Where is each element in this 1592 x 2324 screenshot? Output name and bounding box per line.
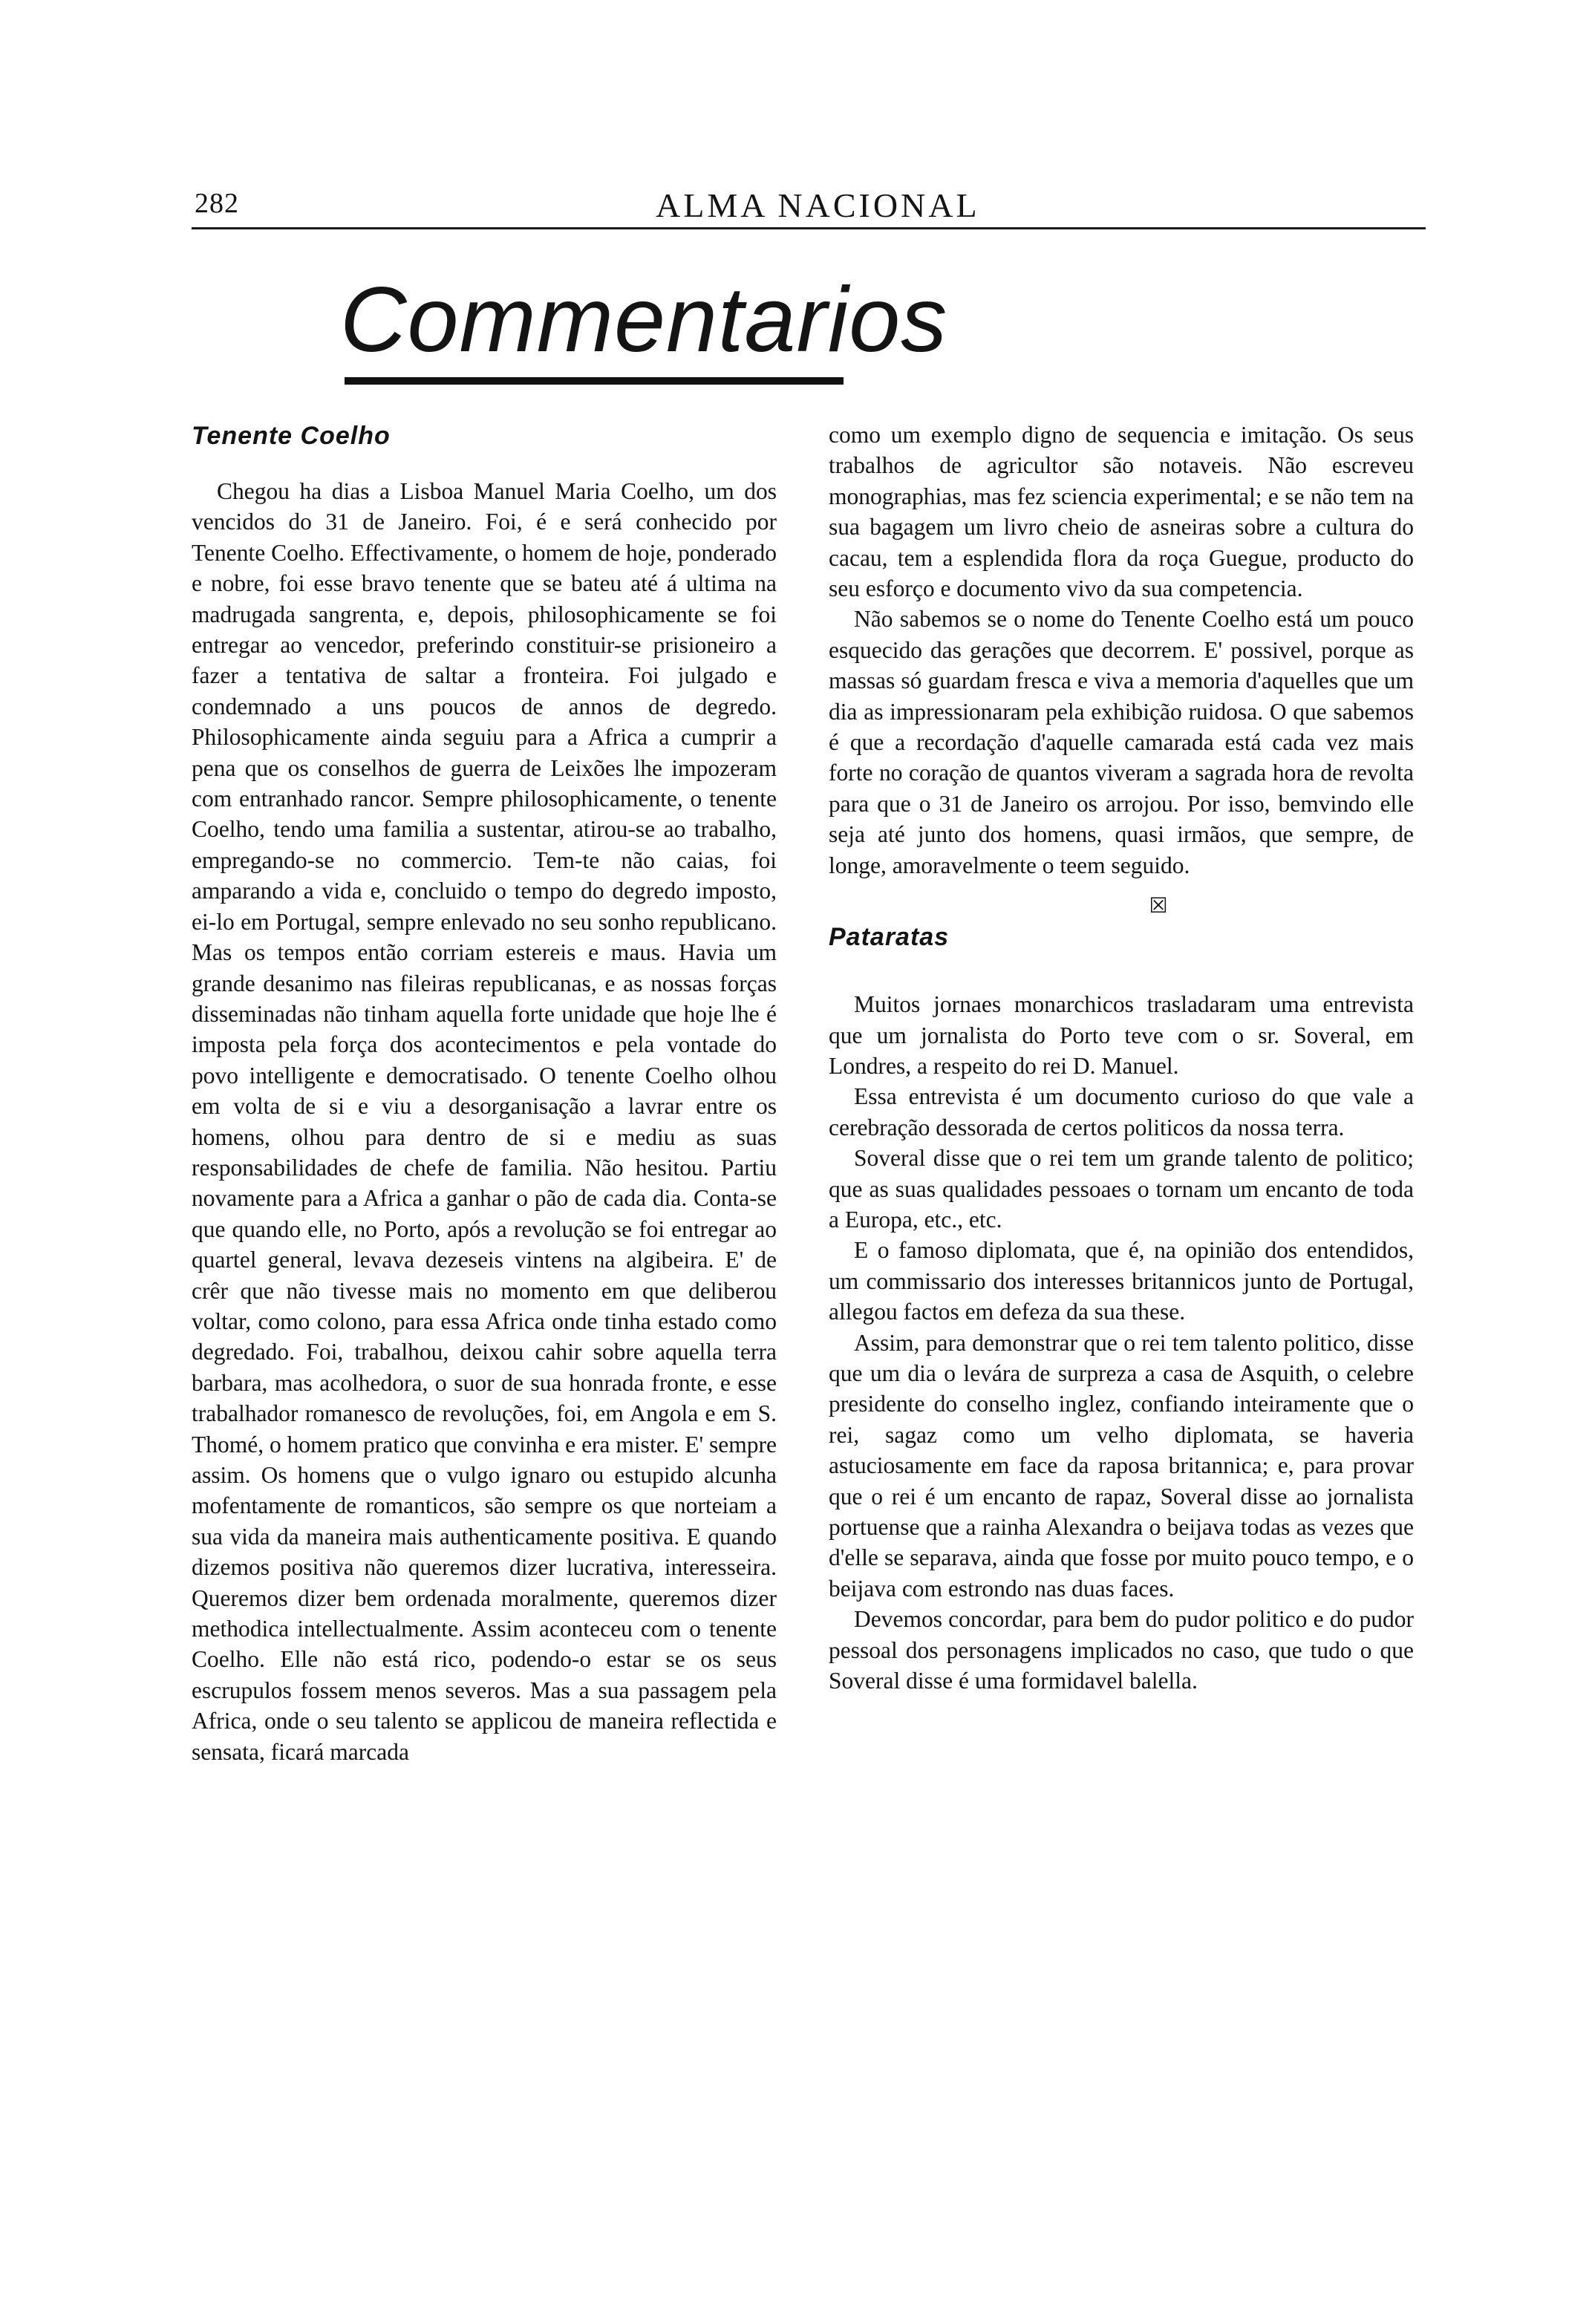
section-divider-ornament-icon: ☒ bbox=[1149, 893, 1168, 918]
article-paragraph: Devemos concordar, para bem do pudor politico e do pudor pessoal dos personagens implicados no caso, que tudo o que Soveral disse é uma formidavel balella. bbox=[829, 1606, 1414, 1694]
article-paragraph: Soveral disse que o rei tem um grande talento de politico; que as suas qualidades pessoaes o tornam um encanto de toda a Europa, etc., etc. bbox=[829, 1145, 1414, 1233]
header-rule bbox=[192, 227, 1426, 229]
right-column bbox=[829, 420, 1414, 1696]
article-paragraph: Muitos jornaes monarchicos trasladaram uma entrevista que um jornalista do Porto teve com o sr. Soveral, em Londres, a respeito do rei D. Manuel. bbox=[829, 991, 1414, 1079]
page-number: 282 bbox=[195, 188, 239, 219]
section-banner bbox=[327, 267, 948, 394]
article-paragraph: Assim, para demonstrar que o rei tem talento politico, disse que um dia o levára de surpreza a casa de Asquith, o celebre presidente do conselho inglez, confiando inteiramente que o rei, sagaz como um velho diplomata, se haveria astuciosamente em face da raposa britannica; e, para provar que o rei é um encanto de rapaz, Soveral disse ao jornalista portuense que a rainha Alexandra o beijava todas as vezes que d'elle se separava, ainda que fosse por muito pouco tempo, e o beijava com estrondo nas duas faces. bbox=[829, 1329, 1414, 1602]
page-header bbox=[192, 178, 1426, 232]
section-heading-tenente-coelho: Tenente Coelho bbox=[192, 422, 391, 450]
section-heading-pataratas: Pataratas bbox=[829, 923, 950, 952]
article-paragraph-continued: como um exemplo digno de sequencia e imitação. Os seus trabalhos de agricultor são notaveis. Não escreveu monographias, mas fez sciencia experimental; e se não tem na sua bagagem um livro cheio de asneiras sobre a cultura do cacau, tem a esplendida flora da roça Guegue, producto do seu esforço e documento vivo da sua competencia. bbox=[829, 422, 1414, 602]
article-paragraph: Essa entrevista é um documento curioso do que vale a cerebração dessorada de certos politicos da nossa terra. bbox=[829, 1083, 1414, 1140]
running-title: ALMA NACIONAL bbox=[656, 186, 980, 224]
article-paragraph: Não sabemos se o nome do Tenente Coelho está um pouco esquecido das gerações que decorrem. E' possivel, porque as massas só guardam fresca e viva a memoria d'aquelles que um dia as impressionaram pela exhibição ruidosa. O que sabemos é que a recordação d'aquelle camarada está cada vez mais forte no coração de quantos viveram a sagrada hora de revolta para que o 31 de Janeiro os arrojou. Por isso, bemvindo elle seja até junto dos homens, quasi irmãos, que sempre, de longe, amoravelmente o teem seguido. bbox=[829, 606, 1414, 878]
left-column bbox=[192, 420, 777, 1767]
banner-title: Commentarios bbox=[340, 269, 948, 371]
article-paragraph: Chegou ha dias a Lisboa Manuel Maria Coelho, um dos vencidos do 31 de Janeiro. Foi, é e será conhecido por Tenente Coelho. Effectivamente, o homem de hoje, ponderado e nobre, foi esse bravo tenente que se bateu até á ultima na madrugada sangrenta, e, depois, philosophicamente se foi entregar ao vencedor, preferindo constituir-se prisioneiro a fazer a tentativa de saltar a fronteira. Foi julgado e condemnado a uns poucos de annos de degredo. Philosophicamente ainda seguiu para a Africa a cumprir a pena que os conselhos de guerra de Leixões lhe impozeram com entranhado rancor. Sempre philosophicamente, o tenente Coelho, tendo uma familia a sustentar, atirou-se ao trabalho, empregando-se no commercio. Tem-te não caias, foi amparando a vida e, concluido o tempo do degredo imposto, ei-lo em Portugal, sempre enlevado no seu sonho republicano. Mas os tempos então corriam estereis e maus. Havia um grande desanimo nas fileiras republicanas, e as nossas forças disseminadas não tinham aquella forte unidade que hoje lhe é imposta pela força dos acontecimentos e pela vontade do povo intelligente e democratisado. O tenente Coelho olhou em volta de si e viu a desorganisação a lavrar entre os homens, olhou para dentro de si e mediu as suas responsabilidades de chefe de familia. Não hesitou. Partiu novamente para a Africa a ganhar o pão de cada dia. Conta-se que quando elle, no Porto, após a revolução se foi entregar ao quartel general, levava dezeseis vintens na algibeira. E' de crêr que não tivesse mais no momento em que deliberou voltar, como colono, para essa Africa onde tinha estado como degredado. Foi, trabalhou, deixou cahir sobre aquella terra barbara, mas acolhedora, o suor de sua honrada fronte, e esse trabalhador romanesco de revoluções, foi, em Angola e em S. Thomé, o homem pratico que convinha e era mister. E' sempre assim. Os homens que o vulgo ignaro ou estupido alcunha mofentamente de romanticos, são sempre os que norteiam a sua vida da maneira mais authenticamente positiva. E quando dizemos positiva não queremos dizer lucrativa, interesseira. Queremos dizer bem ordenada moralmente, queremos dizer methodica intellectualmente. Assim aconteceu com o tenente Coelho. Elle não está rico, podendo-o estar se os seus escrupulos fossem menos severos. Mas a sua passagem pela Africa, onde o seu talento se applicou de maneira reflectida e sensata, ficará marcada bbox=[192, 478, 777, 1765]
article-paragraph: E o famoso diplomata, que é, na opinião dos entendidos, um commissario dos interesses britannicos junto de Portugal, allegou factos em defeza da sua these. bbox=[829, 1237, 1414, 1325]
banner-rule bbox=[345, 377, 844, 385]
